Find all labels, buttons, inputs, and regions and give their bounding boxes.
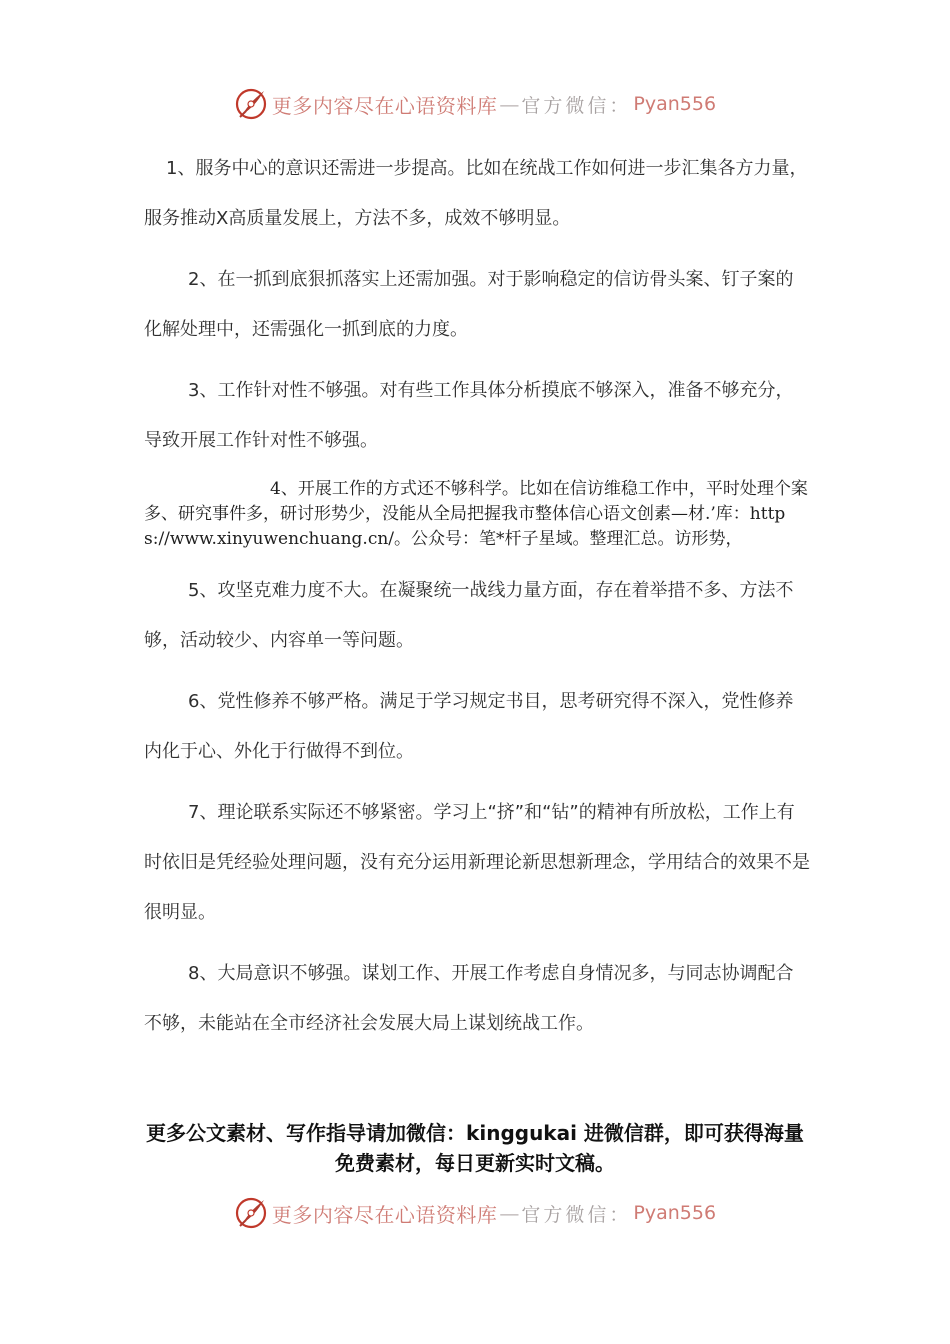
paragraph-8: 8、大局意识不够强。谋划工作、开展工作考虑自身情况多，与同志协调配合不够，未能站在全市经济社会发展大局上谋划统战工作。: [144, 963, 794, 1034]
banner-separator: —: [499, 1201, 520, 1225]
footer-banner: [0, 1193, 950, 1233]
footer-note: 更多公文素材、写作指导请加微信：kinggukai 进微信群，即可获得海量免费素材，每日更新实时文稿。: [146, 1121, 804, 1175]
banner-main-text: 更多内容尽在心语资料库: [271, 93, 498, 118]
paragraph-1: 1、服务中心的意识还需进一步提高。比如在统战工作如何进一步汇集各方力量，服务推动X高质量发展上，方法不多，成效不够明显。: [144, 158, 808, 229]
banner-main-text: 更多内容尽在心语资料库: [271, 1202, 498, 1227]
paragraph-5: 5、攻坚克难力度不大。在凝聚统一战线力量方面，存在着举措不多、方法不够，活动较少、内容单一等问题。: [144, 580, 794, 651]
paragraph-4: 4、开展工作的方式还不够科学。比如在信访维稳工作中，平时处理个案多、研究事件多，研讨形势少，没能从全局把握我市整体信心语文创素—材.’库：https://www.xinyuwenchuang.cn/。公众号：笔*杆子星域。整理汇总。访形势，: [144, 479, 808, 549]
paragraph-7: 7、理论联系实际还不够紧密。学习上“挤”和“钻”的精神有所放松，工作上有时依旧是凭经验处理问题，没有充分运用新理论新思想新理念，学用结合的效果不是很明显。: [144, 802, 810, 923]
quill-pen-logo-icon: [234, 87, 268, 121]
banner-sub-text: 官方微信：: [521, 94, 632, 117]
paragraph-2: 2、在一抓到底狠抓落实上还需加强。对于影响稳定的信访骨头案、钉子案的化解处理中，还需强化一抓到底的力度。: [144, 269, 794, 340]
banner-wechat-id: Pyan556: [633, 93, 717, 115]
paragraph-3: 3、工作针对性不够强。对有些工作具体分析摸底不够深入，准备不够充分，导致开展工作针对性不够强。: [144, 380, 794, 451]
document-body: [144, 144, 810, 1060]
paragraph-6: 6、党性修养不够严格。满足于学习规定书目，思考研究得不深入，党性修养内化于心、外化于行做得不到位。: [144, 691, 794, 762]
banner-separator: —: [499, 92, 520, 116]
quill-pen-logo-icon: [234, 1196, 268, 1230]
banner-wechat-id: Pyan556: [633, 1202, 717, 1224]
header-banner: [0, 84, 950, 124]
banner-sub-text: 官方微信：: [521, 1203, 632, 1226]
